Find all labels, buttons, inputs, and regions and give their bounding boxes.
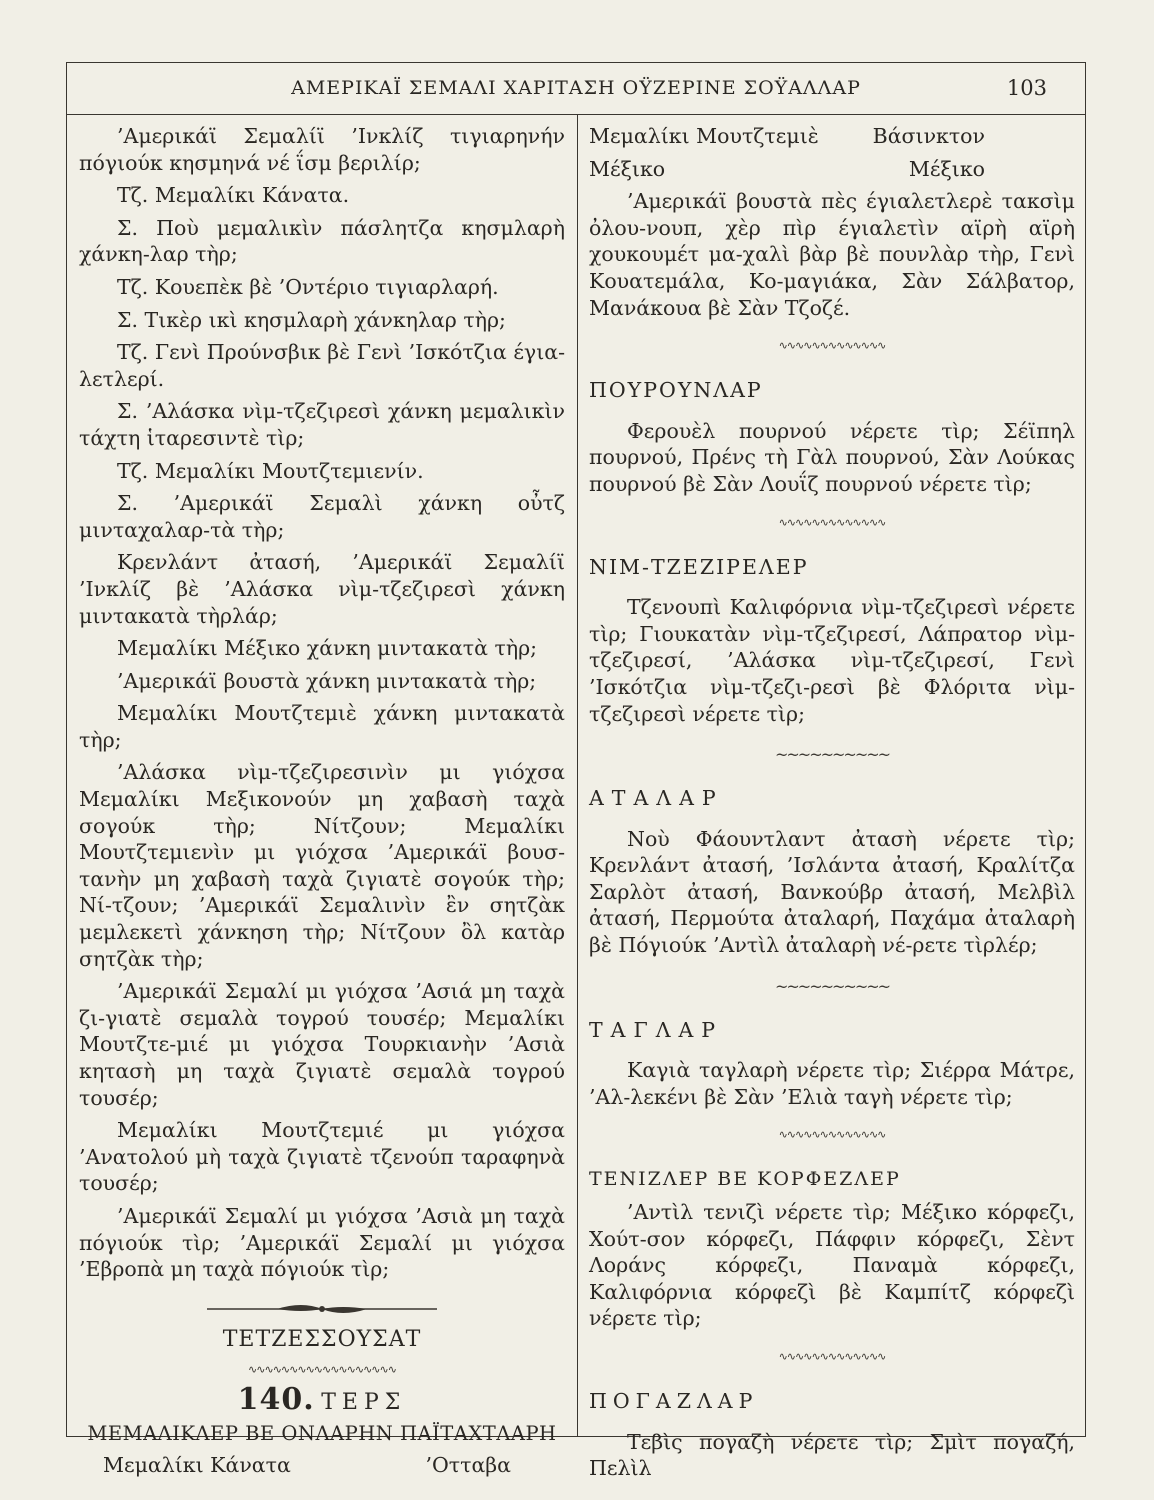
paragraph: Κρενλάντ ἀτασή, ’Αμερικάϊ Σεμαλίϊ ’Ινκλίζ βὲ ’Αλάσκα νὶμ-τζεζιρεσὶ χάνκη μιντακατὰ τὴρλάρ; [79, 550, 565, 628]
page-frame [66, 62, 1086, 1481]
capital-name: Βάσινκτον [872, 124, 985, 148]
section-heading: ΠΟΓΑΖΛΑΡ [589, 1389, 759, 1413]
paragraph: Σ. ’Αμερικάϊ Σεμαλὶ χάνκη οὖτζ μινταχαλαρ-τὰ τὴρ; [79, 491, 565, 542]
paragraph: Καγιὰ ταγλαρὴ νέρετε τὶρ; Σιέρρα Μάτρε, ’Αλ-λεκένι βὲ Σὰν ’Ελιὰ ταγὴ νέρετε τὶρ; [589, 1058, 1075, 1109]
paragraph: Σ. Ποὺ μεμαλικὶν πάσλητζα κησμλαρὴ χάνκη-λαρ τὴρ; [79, 215, 565, 267]
section-heading: ΑΤΑΛΑΡ [589, 786, 724, 811]
lesson-subtitle: ΜΕΜΑΛΙΚΛΕΡ ΒΕ ΟΝΛΑΡΗΝ ΠΑΪΤΑΧΤΛΑΡΗ [87, 1421, 557, 1445]
paragraph: Φερουὲλ πουρνού νέρετε τὶρ; Σέϊπηλ πουρνού, Πρένς τὴ Γὰλ πουρνού, Σὰν Λούκας πουρνού βὲ Σὰν Λουΐζ πουρνού νέρετε τὶρ; [589, 418, 1075, 496]
paragraph: Νοὺ Φάουντλαντ ἀτασὴ νέρετε τὶρ; Κρενλάντ ἀτασή, ’Ισλάντα ἀτασή, Κραλίτζα Σαρλὸτ ἀτασή, Βανκούβρ ἀτασή, Μελβὶλ ἀτασή, Περμούτα ἀταλαρή, Παχάμα ἀταλαρὴ βὲ Πόγιούκ ’Αντὶλ ἀταλαρὴ νέ-ρετε τὶρλέρ; [589, 826, 1075, 958]
paragraph: Τζ. Μεμαλίκι Μουτζτεμιενίν. [117, 458, 424, 483]
section-heading: ΝΙΜ-ΤΖΕΖΙΡΕΛΕΡ [589, 554, 809, 579]
paragraph: Τζ. Κουεπὲκ βὲ ’Οντέριο τιγιαρλαρή. [117, 274, 499, 299]
capital-name: Μέξικο [908, 156, 985, 181]
wavy-rule: ∿∿∿∿∿∿∿∿∿∿∿∿∿ [778, 1128, 886, 1142]
right-column [589, 123, 1075, 1482]
header-title: ΑΜΕΡΙΚΑΪ ΣΕΜΑΛΙ ΧΑΡΙΤΑΣΗ ΟΫΖΕΡΙΝΕ ΣΟΫΑΛΛΑΡ [291, 77, 861, 99]
capital-row [79, 1452, 565, 1479]
left-column [79, 123, 565, 1478]
paragraph: ’Αντὶλ τενιζὶ νέρετε τὶρ; Μέξικο κόρφεζι, Χούτ-σον κόρφεζι, Πάφφιν κόρφεζι, Σὲντ Λοράνς κόρφεζι, Παναμὰ κόρφεζι, Καλιφόρνια κόρφεζὶ βὲ Καμπίτζ κόρφεζὶ νέρετε τὶρ; [589, 1200, 1075, 1331]
lesson-number: 140. [237, 1382, 315, 1418]
lesson-word: ΤΕΡΣ [321, 1390, 407, 1416]
paragraph: ’Αμερικάϊ Σεμαλί μι γιόχσα ’Ασιὰ μη ταχὰ πόγιούκ τὶρ; ’Αμερικάϊ Σεμαλί μι γιόχσα ’Εβροπὰ μη ταχὰ πόγιούκ τὶρ; [79, 1203, 565, 1282]
paragraph: Μεμαλίκι Μουτζτεμιὲ χάνκη μιντακατὰ τὴρ; [79, 701, 565, 752]
paragraph: Σ. Τικὲρ ικὶ κησμλαρὴ χάνκηλαρ τὴρ; [117, 307, 506, 332]
section-heading: ΤΑΓΛΑΡ [589, 1017, 724, 1042]
paragraph: Μεμαλίκι Μέξικο χάνκη μιντακατὰ τὴρ; [117, 636, 538, 661]
tilde-rule: ~~~~~~~~~~ [774, 745, 890, 765]
wavy-rule: ∿∿∿∿∿∿∿∿∿∿∿∿∿ [778, 1350, 886, 1363]
tilde-rule: ~~~~~~~~~~ [774, 976, 890, 996]
section-heading: ΠΟΥΡΟΥΝΛΑΡ [589, 378, 763, 403]
page-number: 103 [1006, 76, 1047, 100]
paragraph: Μεμαλίκι Μουτζτεμιέ μι γιόχσα ’Ανατολού μὴ ταχὰ ζιγιατὲ τζενούπ ταραφηνὰ τουσέρ; [79, 1118, 565, 1196]
paragraph: Τεβὶς πογαζὴ νέρετε τὶρ; Σμὶτ πογαζή, Πελὶλ [589, 1429, 1075, 1481]
paragraph: ’Αμερικάϊ Σεμαλί μι γιόχσα ’Ασιά μη ταχὰ ζι-γιατὲ σεμαλὰ τογρού τουσέρ; Μεμαλίκι Μουτζτε-μιέ μι γιόχσα Τουρκιανὴν ’Ασιὰ κητασὴ μη ταχὰ ζιγιατὲ σεμαλὰ τογρού τουσέρ; [79, 979, 565, 1110]
country-name: Μέξικο [589, 156, 666, 181]
wavy-rule: ∿∿∿∿∿∿∿∿∿∿∿∿∿ [778, 515, 886, 529]
capital-row [589, 123, 1075, 150]
lesson-heading [79, 1382, 565, 1418]
country-name: Μεμαλίκι Μουτζτεμιὲ [589, 124, 819, 148]
paragraph: ’Αλάσκα νὶμ-τζεζιρεσινὶν μι γιόχσα Μεμαλίκι Μεξικονούν μη χαβασὴ ταχὰ σογούκ τὴρ; Νίτζουν; Μεμαλίκι Μουτζτεμιενὶν μι γιόχσα ’Αμερικάϊ βουσ-τανὴν μη χαβασὴ ταχὰ ζιγιατὲ σογούκ τὴρ; Νί-τζουν; ’Αμερικάϊ Σεμαλινὶν ἒν σητζὰκ μεμλεκετὶ χάνκηση τὴρ; Νίτζουν ὂλ κατὰρ σητζὰκ τὴρ; [79, 760, 565, 971]
paragraph: Τζ. Γενὶ Προύνσβικ βὲ Γενὶ ’Ισκότζια έγια-λετλερί. [79, 340, 565, 391]
paragraph: Σ. ’Αλάσκα νὶμ-τζεζιρεσὶ χάνκη μεμαλικὶν τάχτη ἱταρεσιντὲ τὶρ; [79, 399, 565, 450]
country-name: Μεμαλίκι Κάνατα [103, 1452, 291, 1477]
paragraph: ’Αμερικάϊ Σεμαλίϊ ’Ινκλίζ τιγιαρηνήν πόγιούκ κησμηνά νέ ΐσμ βεριλίρ; [79, 124, 565, 175]
section-heading: ΤΕΝΙΖΛΕΡ ΒΕ ΚΟΡΦΕΖΛΕΡ [589, 1168, 901, 1191]
column-divider [577, 115, 578, 1436]
ornament-divider [207, 1301, 437, 1317]
paragraph: Τζενουπὶ Καλιφόρνια νὶμ-τζεζιρεσὶ νέρετε τὶρ; Γιουκατὰν νὶμ-τζεζιρεσί, Λάπρατορ νὶμ-τζεζιρεσί, ’Αλάσκα νὶμ-τζεζιρεσί, Γενὶ ’Ισκότζια νὶμ-τζεζι-ρεσὶ βὲ Φλόριτα νὶμ-τζεζιρεσὶ νέρετε τὶρ; [589, 595, 1075, 726]
capital-row [589, 156, 1075, 183]
paragraph: ’Αμερικάϊ βουστὰ πὲς έγιαλετλερὲ τακσὶμ ὀλου-νουπ, χὲρ πὶρ έγιαλετὶν αϊρὴ αϊρὴ χουκουμέτ μα-χαλὶ βὰρ βὲ πουνλὰρ τὴρ, Γενὶ Κουατεμάλα, Κο-μαγιάκα, Σὰν Σάλβατορ, Μανάκουα βὲ Σὰν Τζοζέ. [589, 189, 1075, 320]
section-title: ΤΕΤΖΕΣΣΟΥΣΑΤ [222, 1326, 422, 1352]
wavy-rule: ∿∿∿∿∿∿∿∿∿∿∿∿∿∿∿∿∿∿ [248, 1363, 396, 1377]
paragraph: ’Αμερικάϊ βουστὰ χάνκη μιντακατὰ τὴρ; [117, 668, 537, 693]
paragraph: Τζ. Μεμαλίκι Κάνατα. [117, 183, 350, 208]
running-header [67, 63, 1085, 115]
capital-name: ’Οτταβα [425, 1452, 511, 1477]
wavy-rule: ∿∿∿∿∿∿∿∿∿∿∿∿∿ [778, 339, 886, 353]
